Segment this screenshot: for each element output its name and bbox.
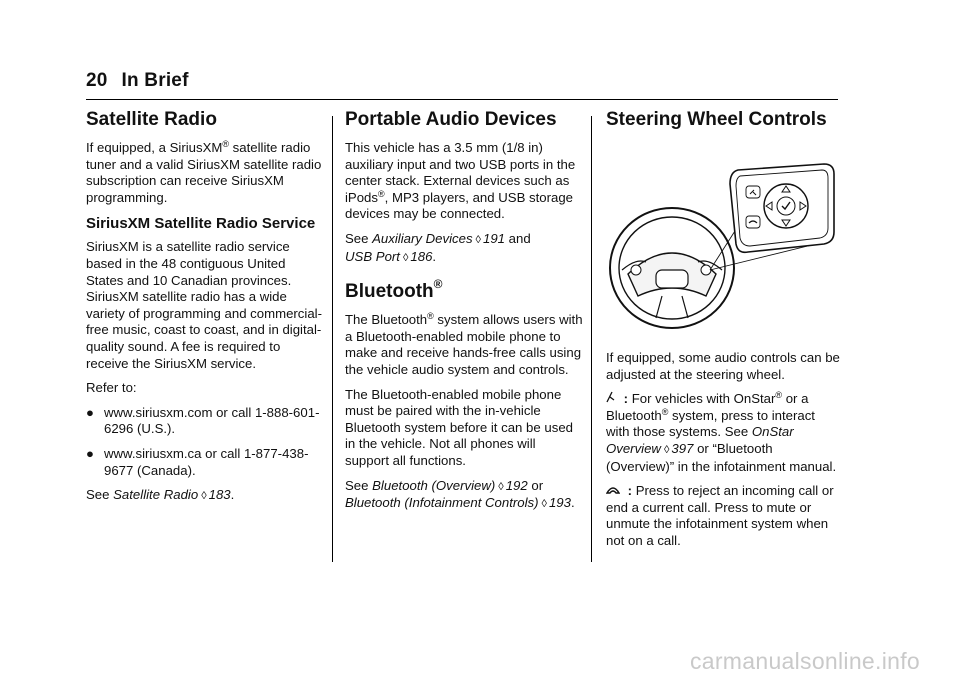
link-auxiliary-devices[interactable]: Auxiliary Devices xyxy=(372,230,473,246)
link-bluetooth-infotainment[interactable]: Bluetooth (Infotainment Controls) xyxy=(345,495,539,511)
bluetooth-heading: Bluetooth® xyxy=(345,277,443,303)
hangup-button-description: : Press to reject an incoming call or end a current call. Press to mute or unmute the infotainment system when not on a call. xyxy=(606,483,834,548)
bullet-dot: ● xyxy=(86,445,94,461)
column-portable-audio xyxy=(345,108,583,521)
bullet-text: www.siriusxm.ca or call 1-877-438-9677 (Canada). xyxy=(104,445,309,478)
column-steering-wheel xyxy=(606,108,840,558)
satellite-intro: If equipped, a SiriusXM® satellite radio tuner and a valid SiriusXM satellite radio subscription can receive SiriusXM programming. xyxy=(86,139,322,205)
page-ref-icon: ◊ xyxy=(201,490,207,503)
bullet-canada xyxy=(86,446,322,479)
section-title: In Brief xyxy=(121,70,189,91)
steering-wheel-heading: Steering Wheel Controls xyxy=(606,109,827,130)
see-satellite-radio: See Satellite Radio ◊ 183. xyxy=(86,487,322,505)
voice-button-description: : For vehicles with OnStar® or a Bluetooth® system, press to interact with those systems. See OnStar Overview ◊ 397 or “Bluetooth (Overview)” in the infotainment manual. xyxy=(606,390,837,474)
voice-icon xyxy=(606,391,616,408)
link-onstar-overview[interactable]: OnStar Overview xyxy=(606,424,794,456)
header-rule xyxy=(86,99,838,100)
page-ref-icon: ◊ xyxy=(402,251,409,264)
satellite-radio-heading: Satellite Radio xyxy=(86,109,217,130)
steering-intro: If equipped, some audio controls can be adjusted at the steering wheel. xyxy=(606,350,840,382)
column-satellite-radio xyxy=(86,108,322,513)
link-satellite-radio[interactable]: Satellite Radio xyxy=(113,487,199,503)
column-divider-2 xyxy=(591,116,592,562)
steering-wheel-icon xyxy=(606,162,840,334)
link-bluetooth-overview[interactable]: Bluetooth (Overview) xyxy=(372,477,496,493)
bullet-dot: ● xyxy=(86,404,94,420)
page-ref-icon: ◊ xyxy=(498,480,504,493)
column-divider-1 xyxy=(332,116,333,562)
page-number: 20 xyxy=(86,70,108,91)
page-header xyxy=(86,70,189,92)
portable-audio-text: This vehicle has a 3.5 mm (1/8 in) auxiliary input and two USB ports in the center stack. External devices such as iPods®, MP3 players, and USB storage devices may be connected. xyxy=(345,140,576,222)
link-usb-port[interactable]: USB Port xyxy=(345,248,400,264)
siriusxm-service-heading: SiriusXM Satellite Radio Service xyxy=(86,215,316,233)
portable-audio-heading: Portable Audio Devices xyxy=(345,109,557,130)
phone-hangup-icon xyxy=(606,483,620,500)
watermark: carmanualsonline.info xyxy=(689,648,920,674)
siriusxm-service-text: SiriusXM is a satellite radio service based in the 48 contiguous United States and 10 Canadian provinces. SiriusXM satellite radio has a wide variety of programming and commercial-free music, coast to coast, and in digital-quality sound. A fee is required to receive the SiriusXM service. xyxy=(86,239,322,371)
see-auxiliary: See Auxiliary Devices ◊ 191 and USB Port ◊ 186. xyxy=(345,231,583,266)
page-ref-icon: ◊ xyxy=(475,233,481,246)
bluetooth-text-2: The Bluetooth-enabled mobile phone must be paired with the in-vehicle Bluetooth system before it can be used in the vehicle. Not all phones will support all functions. xyxy=(345,386,573,468)
page-ref-icon: ◊ xyxy=(663,443,670,456)
bullet-text: www.siriusxm.com or call 1-888-601-6296 (U.S.). xyxy=(104,404,320,437)
bluetooth-text-1: The Bluetooth® system allows users with a Bluetooth-enabled mobile phone to make and receive hands-free calls using the vehicle audio system and controls. xyxy=(345,311,583,377)
page-ref-icon: ◊ xyxy=(541,498,547,511)
bullet-us xyxy=(86,405,322,438)
steering-wheel-illustration xyxy=(606,162,840,334)
refer-to-label: Refer to: xyxy=(86,380,137,396)
see-bluetooth: See Bluetooth (Overview) ◊ 192 or Bluetooth (Infotainment Controls) ◊ 193. xyxy=(345,478,583,513)
